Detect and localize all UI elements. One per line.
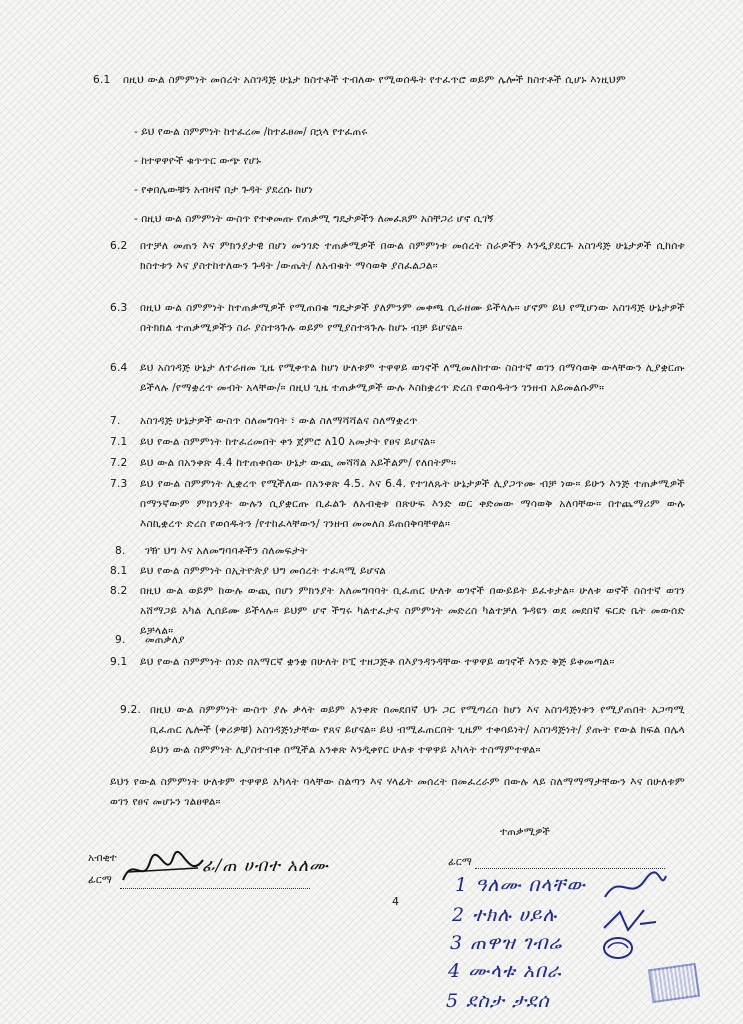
- beneficiaries-heading: ተጠቃሚዎች: [500, 826, 550, 838]
- section-7-3: [110, 474, 685, 534]
- closing-paragraph: [110, 772, 685, 812]
- section-text: በዚህ ውል ስምምነት መሰረት አስገዳጅ ሁኔታ ክስተቶች ተብለው የሚወሰዱት የተፈጥሮ ወይም ሌሎች ክስተቶች ሲሆኑ እነዚህም: [123, 74, 627, 86]
- section-text: ይህ የውል ስምምነት በኢትዮጵያ ህግ መሰረት ተፈጻሚ ይሆናል: [140, 565, 387, 577]
- section-number: 7.: [110, 415, 121, 427]
- bullet-item: - ከተዋዋዮች ቁጥጥር ውጭ የሆኑ: [134, 155, 262, 167]
- section-text: በተቻለ መጠን እና ምክንያታዊ በሆነ መንገድ ተጠቃሚዎች በውል ስምምነቱ መሰረት ስራዎችን እንዲያደርጉ አስገዳጅ ሁኔታዎች ሲከሰቱ ክስተቱን እና ያስተከተለውን ጉዳት /ውጤት/ ለአብቁት ማሳወቅ ያስፈልጋል።: [140, 240, 685, 272]
- section-text: ይህ ውል በአንቀጽ 4.4 ከተጠቀሰው ሁኔታ ውጪ መሻሻል አይችልም/ የለበትም።: [140, 457, 457, 469]
- section-number: 9.2.: [120, 704, 142, 716]
- section-7-1: [110, 432, 685, 452]
- handwritten-entry: 4 ሙላቱ አበራ: [448, 960, 562, 982]
- handwritten-entry: 2 ተክሉ ሀይሉ: [452, 904, 558, 926]
- section-text: ይህ የውል ስምምነት ሊቋረጥ የሚችለው በአንቀጽ 4.5. እና 6.4. የተገለጹት ሁኔታዎች ሊያጋጥሙ ብቻ ነው። ይሁን እንጅ ተጠቃሚዎች በማንኛውም ምክንያት ውሉን ሲያቋርጡ ቢፈልጉ ለአብቂቱ በጽሁፍ እንድ ወር ቀድመው ማሳወቅ አለባቸው። በተጨማሪም ውሉ እስኪቋረጥ ድረስ የወሰዱትን /የተከፈላቸውን/ ገንዘብ መመለስ ይጠበቅባቸዋል።: [140, 478, 685, 530]
- left-signature-handwriting: ፊ/ጠ ሀብተ አለሙ: [202, 856, 329, 876]
- section-number: 8.1: [110, 565, 128, 577]
- right-sign-label: ፊርማ: [448, 856, 472, 868]
- section-text: ገዥ ህግ እና አለመግባባቶችን ስለመፍታት: [145, 545, 308, 557]
- section-number: 7.1: [110, 436, 128, 448]
- section-text: በዚህ ውል ስምምነት ውስጥ ያሉ ቃላት ወይም አንቀጽ በመደበኛ ህጉ ጋር የሚጣረስ ከሆነ እና አስገዳጅነቱን የሚያጠበት አጋጣሚ ቢፈጠር ሌሎች (ቀሪዎቹ) አስገዳጅነታቸው የጸና ይሆናል። ይህ ብሚፈጠርበት ጊዜም ተቀባይነት/ አስገዳጅነት/ ያጡት የውል ክፍል በሌላ ይህን ውል ስምምነት ሊያስተብቀ በሚችል አንቀጽ እንዲቀየር ሁለቱ ተዋዋይ አካላት ተስማምተዋል።: [150, 704, 685, 756]
- section-text: ይህ የውል ስምምነት ከተፈረመበት ቀን ጀምሮ ለ10 አመታት የፀና ይሆናል።: [140, 436, 436, 448]
- section-7-2: [110, 453, 685, 473]
- section-7-heading: [110, 411, 685, 431]
- thumbprint-mark: [598, 935, 638, 961]
- section-number: 9.: [115, 634, 126, 646]
- section-number: 6.4: [110, 362, 128, 374]
- bullet-item: - የቀበሌውቹን አብዛኛ በታ ጉዳት ያደረሱ ከሆነ: [134, 184, 313, 196]
- section-text: በዚህ ውል ስምምነት ከተጠቃሚዎች የሚጠበቁ ግዴታዎች ያለምንም መቀጫ ሲራዘሙ ይችላሉ። ሆኖም ይህ የሚሆነው አስገዳጅ ሁኔታዎች በትክክል ተጠቃሚዎችን ስራ ያስተጓጉሉ ወይም የሚያስተጓጉሉ ከሆኑ ብቻ ይሆናል።: [140, 302, 685, 334]
- section-6-3: [110, 298, 685, 338]
- signature-scribble-right: [600, 906, 660, 936]
- section-8-1: [110, 561, 685, 581]
- section-9-heading: [115, 630, 685, 650]
- section-number: 7.2: [110, 457, 128, 469]
- page-number: 4: [392, 895, 399, 908]
- handwritten-entry: 1 ዓለሙ በላቸው: [455, 874, 586, 896]
- section-number: 7.3: [110, 478, 128, 490]
- right-signature-line: [475, 868, 665, 869]
- section-number: 8.2: [110, 585, 128, 597]
- closing-text: ይህን የውል ስምምነት ሁለቱም ተዋዋይ አካላት ባላቸው ስልጣን እና ሃላፊት መሰረት በመፈረራም በውሉ ላይ ስለማማማታቸውን እና በሁለቱም ወገን የፀና መሆኑን ገልፀዋል።: [110, 776, 685, 808]
- section-9-1: [110, 652, 685, 672]
- section-text: ይህ የውል ስምምነት ሰነድ በአማርኛ ቋንቋ በሁለት ኮፒ ተዘጋጅቶ በእያንዳንዳቸው ተዋዋይ ወገኖች እንድ ቅጅ ይቀመጣል።: [140, 656, 615, 668]
- handwritten-entry: 5 ደስታ ታደሰ: [446, 990, 550, 1012]
- section-6-4: [110, 358, 685, 398]
- section-text: በዚህ ውል ወይም ከውሉ ውጪ በሆነ ምክንያት አለመግባባት ቢፈጠር ሁለቱ ወገኖች በውይይት ይፈቱታል። ሁለቱ ወኖች ስስተኛ ወገን አሸማጋይ አካል ሊሰይሙ ይችላሉ። ይህም ሆኖ ችግሩ ካልተፈታና ስምምነት መድረስ ካልተቻለ ጉዳዩን ወደ መደበኛ ፍርድ ቤት መውሰድ ይቻላል።: [140, 585, 685, 637]
- section-text: ይህ አስገዳጅ ሁኔታ ለተራዘመ ጊዜ የሚቀጥል ከሆነ ሁለቱም ተዋዋይ ወገኖች ለሚመለከተው ስስተኛ ወገን በማሳወቅ ውላቸውን ሊያቋርጡ ይችላሉ /የማቋረጥ መብት አላቸው/። በዚህ ጊዜ ተጠቃሚዎች ውሉ እስከቋረጥ ድረስ የወሰዱትን ገንዘብ አይመልሱም።: [140, 362, 685, 394]
- section-number: 6.3: [110, 302, 128, 314]
- section-number: 6.2: [110, 240, 128, 252]
- section-9-2: [120, 700, 685, 760]
- section-number: 8.: [115, 545, 126, 557]
- section-number: 6.1: [93, 74, 111, 86]
- section-text: መጠቃለያ: [145, 634, 185, 646]
- ink-stamp: [648, 963, 700, 1003]
- left-sign-label: ፊርማ: [88, 874, 112, 886]
- signature-scribble-right: [600, 872, 670, 902]
- bullet-item: - በዚህ ውል ስምምነት ውስጥ የተቀመጡ የጠቃሚ ግዴታዎችን ለመፈጸም አስቸጋሪ ሆኖ ሲገኝ: [134, 213, 494, 225]
- section-6-1: [93, 70, 685, 90]
- bullet-item: - ይህ የውል ስምምነት ከተፈረመ /ከተፈፀመ/ በኋላ የተፈጠሩ: [134, 126, 368, 138]
- section-number: 9.1: [110, 656, 128, 668]
- section-8-heading: [115, 541, 685, 561]
- handwritten-entry: 3 ጠዋዝ ገብሬ: [450, 932, 563, 954]
- section-text: አስገዳጅ ሁኔታዎች ውስጥ ስለመግባት ፣ ውል ስለማሻሻልና ስለማቋረጥ: [140, 415, 418, 427]
- left-party-title: አብቂተ: [88, 852, 117, 864]
- signature-scribble-left: [118, 850, 208, 890]
- section-6-2: [110, 236, 685, 276]
